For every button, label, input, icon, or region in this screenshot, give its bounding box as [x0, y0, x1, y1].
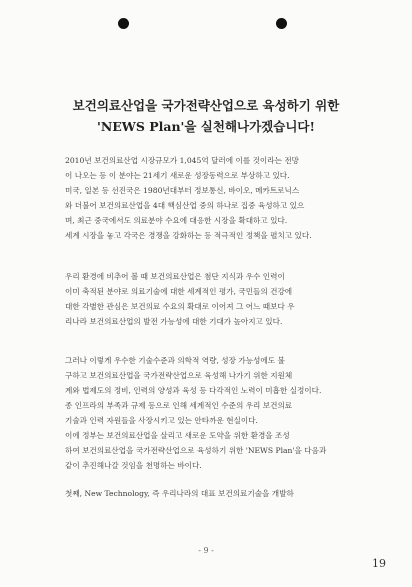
body-line: 이에 정부는 보건의료산업을 살리고 새로운 도약을 위한 환경을 조성 — [65, 431, 290, 440]
body-line: 우리 환경에 비추어 볼 때 보건의료산업은 첨단 지식과 우수 인력이 — [65, 272, 285, 281]
body-line: 세계 시장을 놓고 각국은 경쟁을 강화하는 등 적극적인 정책을 펼치고 있다. — [65, 231, 312, 240]
folio-number: 19 — [372, 557, 386, 570]
body-line: 하여 보건의료산업을 국가전략산업으로 육성하기 위한 'NEWS Plan'을 다음과 — [65, 446, 327, 455]
body-line: 기술과 인력 자원들을 사장시키고 있는 안타까운 현실이다. — [65, 416, 258, 425]
body-line: 이 나오는 등 이 분야는 21세기 새로운 성장동력으로 부상하고 있다. — [65, 171, 290, 180]
body-line: 와 더불어 보건의료산업을 4대 핵심산업 중의 하나로 집중 육성하고 있으 — [65, 201, 305, 210]
document-title-line-1: 보건의료산업을 국가전략산업으로 육성하기 위한 — [72, 98, 340, 113]
body-line: 리나라 보건의료산업의 발전 가능성에 대한 기대가 높아지고 있다. — [65, 317, 283, 326]
body-line: 종 인프라의 부족과 규제 등으로 인해 세계적인 수준의 우리 보건의료 — [65, 401, 293, 410]
document-title-line-2: 'NEWS Plan'을 실천해나가겠습니다! — [97, 119, 315, 134]
body-line: 첫째, New Technology, 즉 우리나라의 대표 보건의료기술을 개발하 — [65, 489, 294, 498]
body-line: 그러나 이렇게 우수한 기술수준과 의학적 역량, 성장 가능성에도 불 — [65, 356, 285, 365]
page-number: - 9 - — [198, 546, 214, 555]
body-line: 며, 최근 중국에서도 의료분야 수요에 대응한 시장을 확대하고 있다. — [65, 216, 288, 225]
body-line: 미국, 일본 등 선진국은 1980년대부터 정보통신, 바이오, 메카트로닉스 — [65, 186, 300, 195]
body-line: 계와 법제도의 정비, 인력의 양성과 육성 등 다각적인 노력이 미흡한 실정이다. — [65, 386, 322, 395]
body-line: 같이 추진해나갈 것임을 천명하는 바이다. — [65, 461, 202, 470]
body-line: 구하고 보건의료산업을 국가전략산업으로 육성해 나가기 위한 지원체 — [65, 371, 293, 380]
body-line: 이미 축적된 분야로 의료기술에 대한 세계적인 평가, 국민들의 건강에 — [65, 287, 293, 296]
body-line: 대한 각별한 관심은 보건의료 수요의 확대로 이어져 그 어느 때보다 우 — [65, 302, 295, 311]
body-line: 2010년 보건의료산업 시장규모가 1,045억 달러에 이를 것이라는 전망 — [65, 156, 300, 165]
